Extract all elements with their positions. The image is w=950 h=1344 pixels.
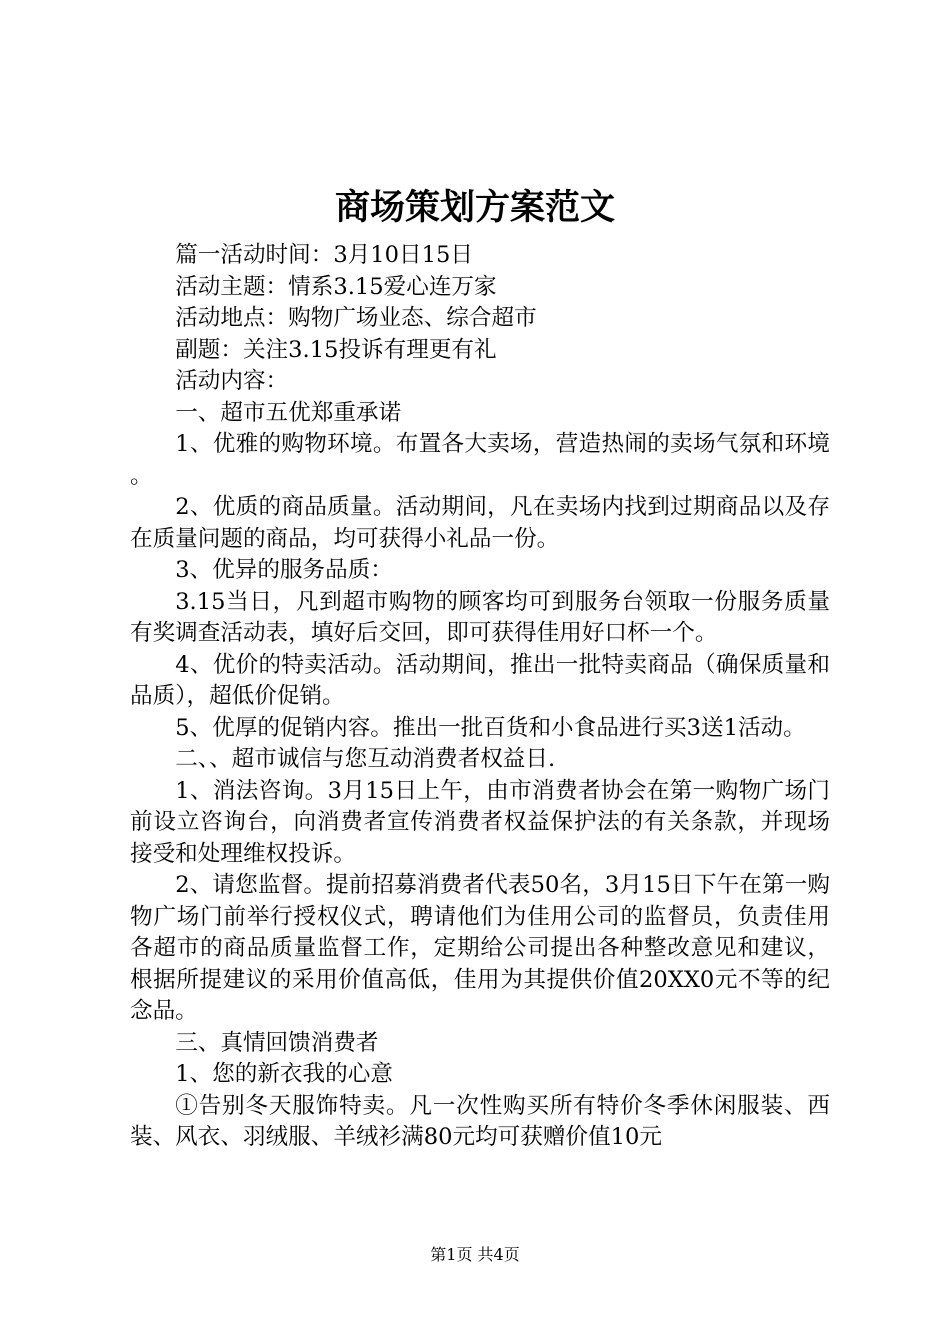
paragraph-item: 1、消法咨询。3月15日上午，由市消费者协会在第一购物广场门前设立咨询台，向消费者宣传消费者权益保护法的有关条款，并现场接受和处理维权投诉。	[130, 777, 830, 867]
paragraph-item: ①告别冬天服饰特卖。凡一次性购买所有特价冬季休闲服装、西装、风衣、羽绒服、羊绒衫满80元均可获赠价值10元	[130, 1092, 830, 1150]
paragraph-subtitle: 副题：关注3.15投诉有理更有礼	[175, 336, 497, 363]
paragraph-item: 4、优价的特卖活动。活动期间，推出一批特卖商品（确保质量和品质），超低价促销。	[130, 651, 830, 709]
paragraph-activity-content: 活动内容：	[175, 368, 289, 394]
paragraph-item: 2、优质的商品质量。活动期间，凡在卖场内找到过期商品以及存在质量问题的商品，均可获得小礼品一份。	[130, 494, 830, 552]
section-heading-one: 一、超市五优郑重承诺	[175, 399, 402, 426]
paragraph-item: 3、优异的服务品质：	[175, 557, 393, 583]
section-heading-three: 三、真情回馈消费者	[175, 1029, 379, 1056]
paragraph-activity-location: 活动地点：购物广场业态、综合超市	[175, 305, 537, 331]
paragraph-item: 1、优雅的购物环境。布置各大卖场，营造热闹的卖场气氛和环境。	[130, 431, 830, 489]
paragraph-item: 1、您的新衣我的心意	[175, 1061, 393, 1087]
document-body	[130, 240, 830, 1154]
document-title: 商场策划方案范文	[334, 187, 615, 228]
paragraph-item: 5、优厚的促销内容。推出一批百货和小食品进行买3送1活动。	[175, 714, 806, 741]
page-number-footer: 第1页 共4页	[430, 1245, 520, 1264]
paragraph-item: 3.15当日，凡到超市购物的顾客均可到服务台领取一份服务质量有奖调查活动表，填好后交回，即可获得佳用好口杯一个。	[130, 588, 830, 646]
section-heading-two: 二、、超市诚信与您互动消费者权益日.	[175, 746, 556, 772]
paragraph-activity-theme: 活动主题：情系3.15爱心连万家	[175, 273, 497, 300]
paragraph-activity-time: 篇一活动时间：3月10日15日	[175, 242, 473, 268]
paragraph-item: 2、请您监督。提前招募消费者代表50名，3月15日下午在第一购物广场门前举行授权仪式，聘请他们为佳用公司的监督员，负责佳用各超市的商品质量监督工作，定期给公司提出各种整改意见和建议，根据所提建议的采用价值高低，佳用为其提供价值20XX0元不等的纪念品。	[130, 872, 830, 1024]
